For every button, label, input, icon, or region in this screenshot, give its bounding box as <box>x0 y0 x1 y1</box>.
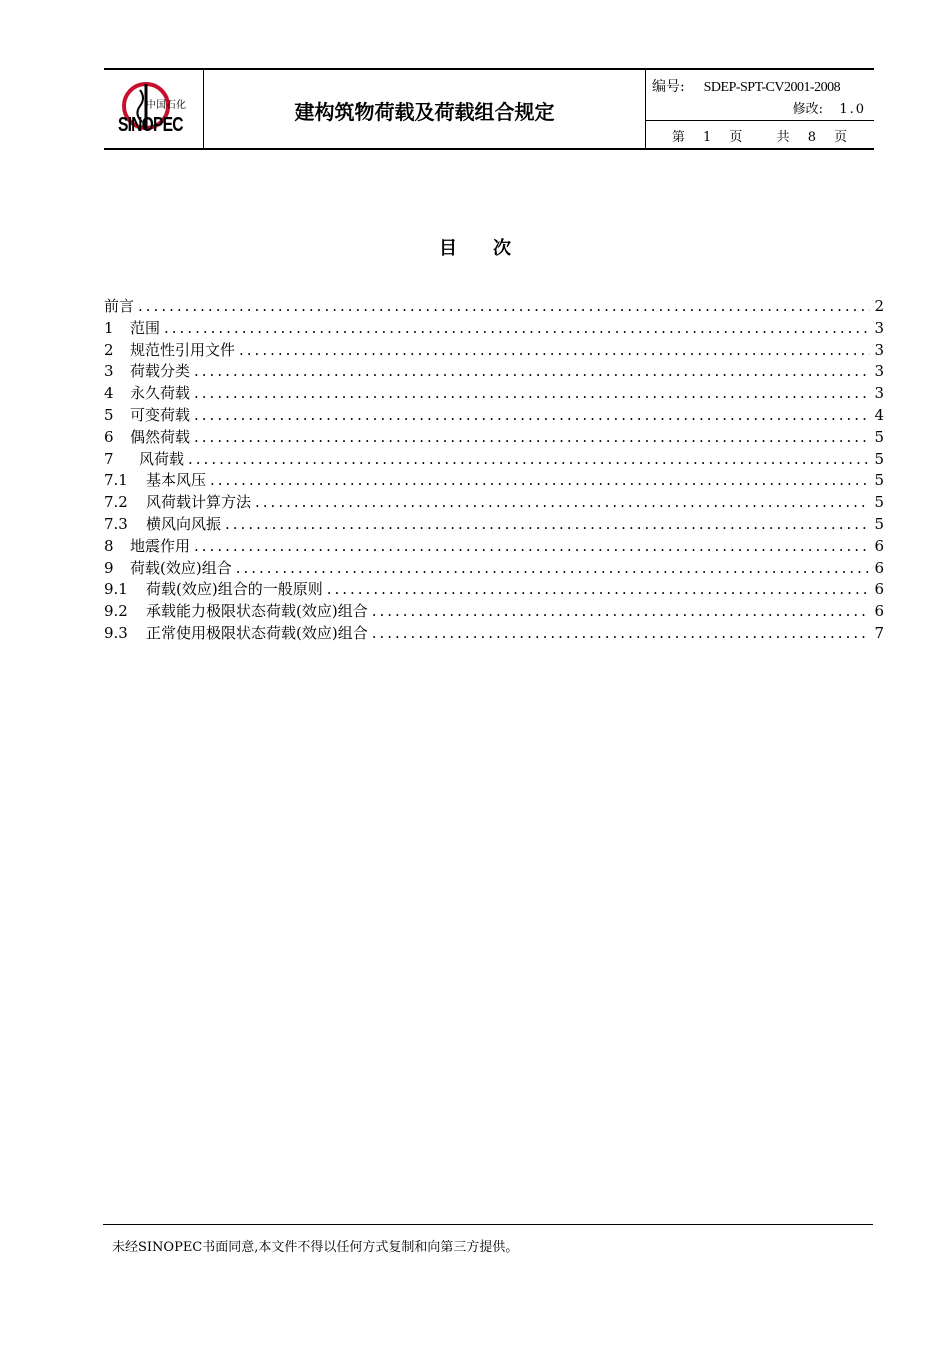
toc-leader-dots <box>188 449 870 471</box>
toc-entry-text: 地震作用 <box>130 536 191 555</box>
toc-leader-dots <box>194 427 870 449</box>
footer-divider <box>103 1224 873 1225</box>
toc-entry[interactable] <box>104 492 884 514</box>
toc-entry[interactable] <box>104 383 884 405</box>
toc-entry[interactable] <box>104 558 884 580</box>
document-title: 建构筑物荷载及荷载组合规定 <box>294 100 555 124</box>
toc-entry-text: 正常使用极限状态荷载(效应)组合 <box>146 623 368 642</box>
toc-entry-number: 9.2 <box>104 602 128 621</box>
toc-entry-text: 荷载(效应)组合 <box>130 558 232 577</box>
toc-entry-page: 5 <box>874 427 884 446</box>
table-of-contents <box>104 296 884 645</box>
toc-entry-page: 6 <box>874 558 884 577</box>
toc-entry-page: 3 <box>874 384 884 403</box>
toc-entry[interactable] <box>104 427 884 449</box>
code-label: 编号: <box>652 79 685 95</box>
toc-entry-page: 6 <box>874 580 884 599</box>
toc-entry-page: 5 <box>874 493 884 512</box>
toc-entry-number: 6 <box>104 427 114 446</box>
logo-chinese-name: 中国石化 <box>146 100 186 111</box>
toc-entry-number: 5 <box>104 405 114 424</box>
toc-leader-dots <box>239 340 870 362</box>
toc-entry-text: 承载能力极限状态荷载(效应)组合 <box>146 602 368 621</box>
toc-entry-number: 7.3 <box>104 514 128 533</box>
logo-wordmark: SINOPEC <box>118 114 183 136</box>
toc-entry-number: 4 <box>104 384 114 403</box>
toc-entry-text: 风荷载 <box>139 449 185 468</box>
document-header <box>104 68 874 150</box>
toc-entry-text: 规范性引用文件 <box>130 340 236 359</box>
toc-entry-page: 4 <box>874 405 884 424</box>
toc-entry-text: 永久荷载 <box>130 384 191 403</box>
page-prefix: 第 <box>671 130 686 145</box>
toc-entry-text: 前言 <box>104 297 135 315</box>
toc-entry[interactable] <box>104 623 884 645</box>
meta-divider <box>646 120 874 121</box>
toc-entry[interactable] <box>104 601 884 623</box>
toc-entry-page: 5 <box>874 449 884 468</box>
toc-leader-dots <box>255 492 870 514</box>
toc-leader-dots <box>194 536 870 558</box>
footer-notice: 未经SINOPEC书面同意,本文件不得以任何方式复制和向第三方提供。 <box>112 1240 519 1255</box>
toc-entry-page: 7 <box>874 623 884 642</box>
toc-entry-page: 3 <box>874 340 884 359</box>
toc-heading: 目次 <box>439 238 547 259</box>
toc-leader-dots <box>372 601 871 623</box>
page-total: 8 <box>807 130 817 145</box>
toc-entry-number: 7 <box>104 449 114 468</box>
toc-leader-dots <box>327 579 871 601</box>
toc-entry[interactable] <box>104 318 884 340</box>
total-prefix: 共 <box>776 130 791 145</box>
toc-entry[interactable] <box>104 340 884 362</box>
toc-entry-text: 荷载分类 <box>130 362 191 381</box>
toc-leader-dots <box>225 514 870 536</box>
document-code <box>652 76 840 96</box>
toc-entry-number: 7.1 <box>104 471 128 490</box>
toc-leader-dots <box>194 361 870 383</box>
toc-entry-text: 荷载(效应)组合的一般原则 <box>146 580 323 599</box>
toc-entry-page: 2 <box>874 297 884 315</box>
toc-entry[interactable] <box>104 296 884 318</box>
revision-value: 1.0 <box>839 102 866 117</box>
toc-entry[interactable] <box>104 449 884 471</box>
toc-entry-page: 6 <box>874 536 884 555</box>
page-unit: 页 <box>729 130 744 145</box>
logo-cell <box>104 70 204 148</box>
toc-entry-number: 9 <box>104 558 114 577</box>
toc-entry-text: 可变荷载 <box>130 405 191 424</box>
toc-entry-page: 6 <box>874 602 884 621</box>
toc-leader-dots <box>236 558 871 580</box>
toc-entry-text: 范围 <box>130 318 161 337</box>
toc-entry[interactable] <box>104 361 884 383</box>
title-cell <box>204 70 646 148</box>
toc-leader-dots <box>194 383 870 405</box>
meta-cell <box>646 70 874 148</box>
toc-leader-dots <box>138 296 870 318</box>
toc-entry-number: 7.2 <box>104 493 128 512</box>
toc-entry-number: 1 <box>104 318 114 337</box>
toc-entry-text: 基本风压 <box>146 471 207 490</box>
toc-leader-dots <box>210 470 870 492</box>
revision-label: 修改: <box>792 102 824 117</box>
code-value: SDEP-SPT-CV2001-2008 <box>703 80 841 95</box>
revision <box>793 98 866 117</box>
toc-entry-page: 3 <box>874 362 884 381</box>
toc-entry-number: 8 <box>104 536 114 555</box>
toc-entry[interactable] <box>104 536 884 558</box>
toc-entry-number: 9.3 <box>104 623 128 642</box>
toc-entry[interactable] <box>104 579 884 601</box>
toc-leader-dots <box>372 623 871 645</box>
total-unit: 页 <box>834 130 849 145</box>
toc-entry[interactable] <box>104 470 884 492</box>
toc-entry-text: 风荷载计算方法 <box>146 493 252 512</box>
toc-entry-page: 5 <box>874 471 884 490</box>
toc-entry-number: 2 <box>104 340 114 359</box>
toc-leader-dots <box>194 405 870 427</box>
toc-entry-number: 3 <box>104 362 114 381</box>
page-current: 1 <box>702 130 713 145</box>
toc-entry[interactable] <box>104 514 884 536</box>
toc-entry-page: 3 <box>874 318 884 337</box>
toc-entry[interactable] <box>104 405 884 427</box>
toc-leader-dots <box>164 318 870 340</box>
page-info <box>646 126 874 145</box>
toc-entry-page: 5 <box>874 514 884 533</box>
toc-entry-text: 偶然荷载 <box>130 427 191 446</box>
toc-entry-text: 横风向风振 <box>146 514 222 533</box>
toc-entry-number: 9.1 <box>104 580 128 599</box>
